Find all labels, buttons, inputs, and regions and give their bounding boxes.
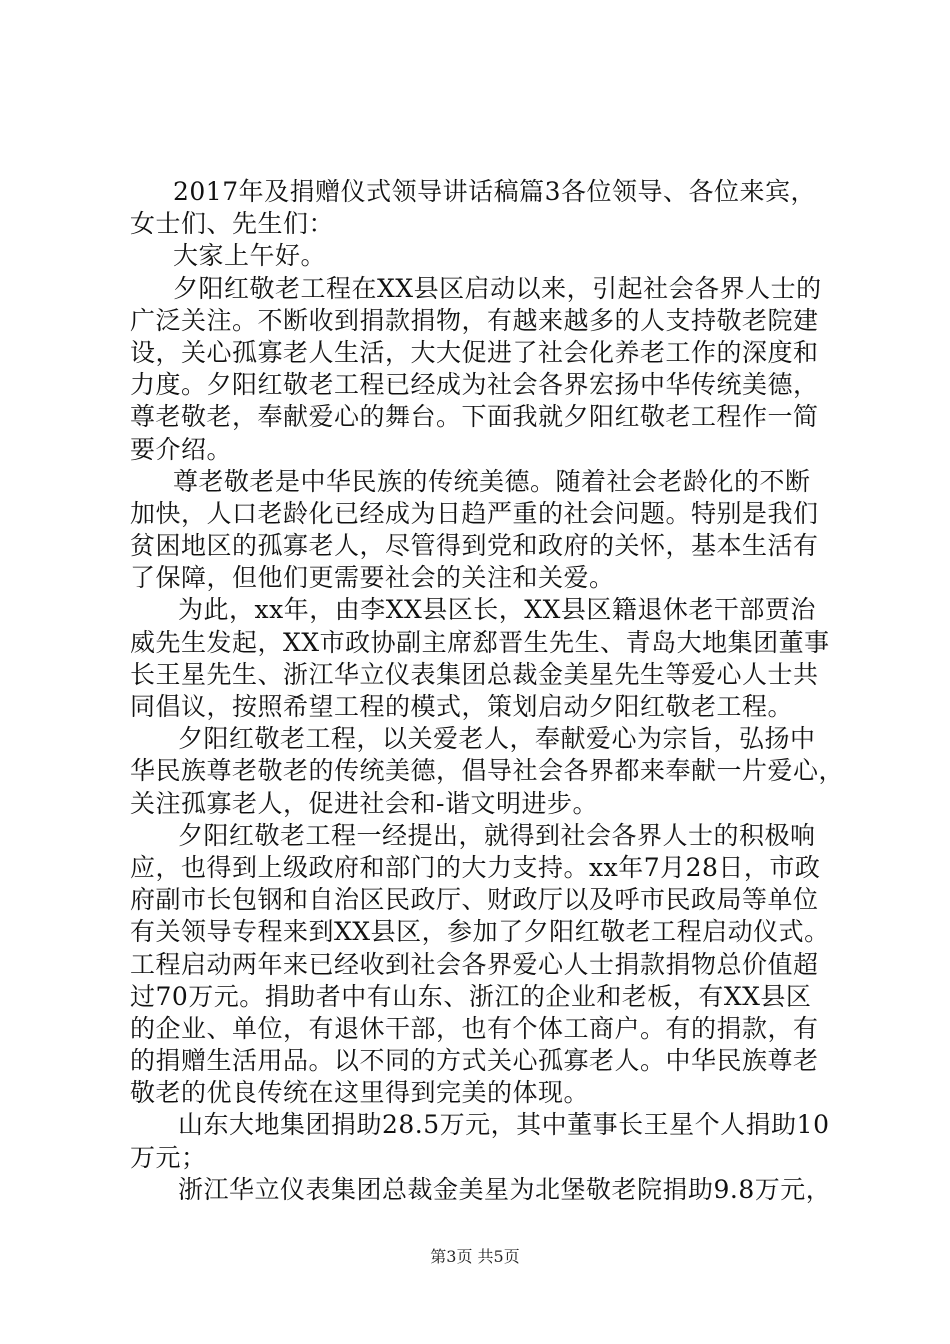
text-line: 大家上午好。: [173, 241, 327, 271]
text-line: 有关领导专程来到XX县区，参加了夕阳红敬老工程启动仪式。: [130, 917, 830, 947]
text-line: 力度。夕阳红敬老工程已经成为社会各界宏扬中华传统美德，: [130, 370, 819, 400]
document-body: [130, 176, 845, 1206]
text-line: 浙江华立仪表集团总裁金美星为北堡敬老院捐助9.8万元，: [178, 1174, 832, 1204]
text-line: 的企业、单位，有退休干部，也有个体工商户。有的捐款，有: [130, 1013, 819, 1043]
text-line: 了保障，但他们更需要社会的关注和关爱。: [130, 563, 615, 593]
text-line: 2017年及捐赠仪式领导讲话稿篇3各位领导、各位来宾，: [173, 177, 817, 206]
text-line: 广泛关注。不断收到捐款捐物，有越来越多的人支持敬老院建: [130, 305, 819, 335]
text-line: 加快，人口老龄化已经成为日趋严重的社会问题。特别是我们: [130, 498, 819, 528]
text-line: 府副市长包钢和自治区民政厅、财政厅以及呼市民政局等单位: [130, 885, 819, 915]
text-line: 贫困地区的孤寡老人，尽管得到党和政府的关怀，基本生活有: [130, 531, 819, 561]
page-number-footer: 第3页 共5页: [430, 1247, 520, 1266]
text-line: 尊老敬老，奉献爱心的舞台。下面我就夕阳红敬老工程作一简: [130, 402, 819, 432]
text-line: 为此，xx年，由李XX县区长，XX县区籍退休老干部贾治: [178, 595, 816, 625]
text-line: 夕阳红敬老工程一经提出，就得到社会各界人士的积极响: [178, 820, 816, 850]
text-line: 山东大地集团捐助28.5万元，其中董事长王星个人捐助10: [178, 1110, 830, 1140]
text-line: 关注孤寡老人，促进社会和-谐文明进步。: [130, 788, 598, 818]
text-line: 工程启动两年来已经收到社会各界爱心人士捐款捐物总价值超: [130, 949, 819, 979]
text-line: 夕阳红敬老工程在XX县区启动以来，引起社会各界人士的: [173, 273, 822, 303]
text-line: 长王星先生、浙江华立仪表集团总裁金美星先生等爱心人士共: [130, 659, 819, 689]
text-line: 要介绍。: [130, 434, 233, 464]
text-line: 尊老敬老是中华民族的传统美德。随着社会老龄化的不断: [173, 466, 811, 496]
text-line: 女士们、先生们：: [130, 209, 335, 239]
text-line: 应，也得到上级政府和部门的大力支持。xx年7月28日，市政: [130, 852, 821, 882]
text-line: 夕阳红敬老工程，以关爱老人，奉献爱心为宗旨，弘扬中: [178, 724, 816, 754]
text-line: 设，关心孤寡老人生活，大大促进了社会化养老工作的深度和: [130, 337, 819, 367]
text-line: 同倡议，按照希望工程的模式，策划启动夕阳红敬老工程。: [130, 692, 794, 721]
text-line: 敬老的优良传统在这里得到完美的体现。: [130, 1078, 590, 1108]
text-line: 华民族尊老敬老的传统美德，倡导社会各界都来奉献一片爱心，: [130, 756, 845, 786]
text-line: 万元；: [130, 1142, 207, 1172]
text-line: 的捐赠生活用品。以不同的方式关心孤寡老人。中华民族尊老: [130, 1046, 819, 1076]
text-line: 过70万元。捐助者中有山东、浙江的企业和老板，有XX县区: [130, 981, 812, 1011]
text-line: 威先生发起，XX市政协副主席郄晋生先生、青岛大地集团董事: [130, 627, 830, 657]
